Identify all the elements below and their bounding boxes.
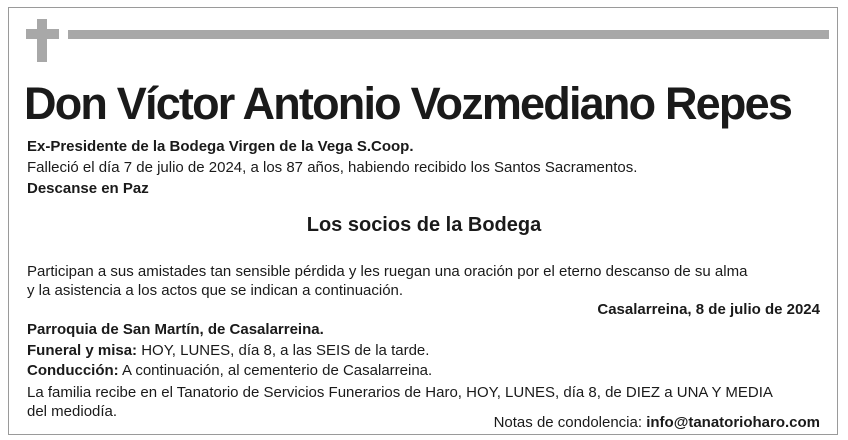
condolence-label: Notas de condolencia: xyxy=(493,414,647,431)
cross-icon xyxy=(37,19,47,62)
parish: Parroquia de San Martín, de Casalarreina. xyxy=(27,321,324,338)
family-line-2: del mediodía. xyxy=(27,403,118,420)
conduction-line xyxy=(27,361,432,380)
funeral-label: Funeral y misa: xyxy=(27,342,138,359)
sender: Los socios de la Bodega xyxy=(306,214,542,236)
message-line-2: y la asistencia a los actos que se indican a continuación. xyxy=(27,282,404,299)
funeral-text: HOY, LUNES, día 8, a las SEIS de la tarde. xyxy=(137,342,430,359)
conduction-label: Conducción: xyxy=(27,362,119,379)
header-rule xyxy=(68,30,829,39)
family-line-1: La familia recibe en el Tanatorio de Servicios Funerarios de Haro, HOY, LUNES, día 8, de DIEZ a UNA Y MEDIA xyxy=(27,384,773,401)
message-line-1: Participan a sus amistades tan sensible pérdida y les ruegan una oración por el eterno descanso de su alma xyxy=(27,263,748,280)
conduction-text: A continuación, al cementerio de Casalarreina. xyxy=(118,362,433,379)
deceased-name: Don Víctor Antonio Vozmediano Repes xyxy=(24,78,792,129)
rest-in-peace: Descanse en Paz xyxy=(27,180,149,197)
place-date: Casalarreina, 8 de julio de 2024 xyxy=(597,301,820,318)
condolence-email[interactable]: info@tanatorioharo.com xyxy=(646,414,820,431)
cross-icon-bar xyxy=(26,29,59,39)
funeral-line xyxy=(27,341,429,360)
deceased-title: Ex-Presidente de la Bodega Virgen de la Vega S.Coop. xyxy=(27,138,414,155)
death-info: Falleció el día 7 de julio de 2024, a los 87 años, habiendo recibido los Santos Sacramentos. xyxy=(27,159,638,176)
condolence-line xyxy=(494,413,820,432)
